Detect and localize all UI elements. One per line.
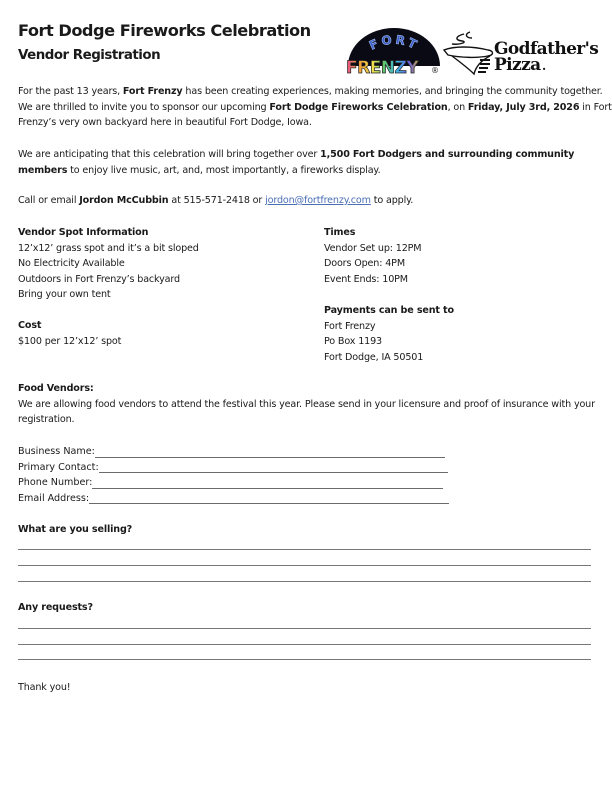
fort-frenzy-logo [342, 24, 446, 76]
business-name-field[interactable] [18, 444, 445, 460]
intro-text: , on [447, 101, 468, 113]
payments-line: Fort Frenzy [324, 320, 376, 332]
vendor-spot-section [18, 225, 199, 303]
contact-text: Call or email [18, 195, 80, 206]
intro-line-3: Frenzy’s very own backyard here in beautiful Fort Dodge, Iowa. [18, 117, 312, 129]
godfathers-pizza-logo [442, 28, 602, 76]
requests-answer-line[interactable] [18, 644, 591, 645]
anticipation-bold: members [18, 164, 68, 176]
vendor-spot-item: Outdoors in Fort Frenzy’s backyard [18, 273, 180, 285]
contact-name: Jordon McCubbin [79, 195, 169, 206]
intro-bold-event-name: Fort Dodge Fireworks Celebration [269, 101, 448, 113]
page-title: Fort Dodge Fireworks Celebration [18, 21, 311, 40]
vendor-spot-heading: Vendor Spot Information [18, 227, 149, 238]
phone-number-label: Phone Number: [18, 477, 93, 489]
times-item: Doors Open: 4PM [324, 258, 405, 270]
primary-contact-field[interactable] [18, 460, 448, 476]
requests-answer-line[interactable] [18, 659, 591, 660]
food-vendors-text: We are allowing food vendors to attend the festival this year. Please send in your licensure and proof of insurance with your [18, 398, 595, 410]
payments-line: Po Box 1193 [324, 336, 383, 348]
logo-fort-text: FORT [367, 32, 422, 53]
intro-line-1 [18, 84, 603, 100]
selling-answer-line[interactable] [18, 581, 591, 582]
requests-answer-line[interactable] [18, 628, 591, 629]
business-name-label: Business Name: [18, 446, 95, 457]
anticipation-line-1 [18, 147, 598, 163]
page-subtitle: Vendor Registration [18, 48, 161, 63]
times-section [324, 225, 421, 287]
phone-number-input-line[interactable] [92, 477, 443, 489]
logo-godfathers-text: Godfather's [494, 39, 599, 59]
primary-contact-input-line[interactable] [99, 461, 448, 473]
requests-heading: Any requests? [18, 602, 93, 613]
email-address-label: Email Address: [18, 492, 90, 504]
payments-line: Fort Dodge, IA 50501 [324, 351, 424, 363]
times-item: Vendor Set up: 12PM [324, 242, 422, 254]
cost-value: $100 per 12’x12’ spot [18, 335, 122, 347]
anticipation-line-2 [18, 163, 598, 179]
cost-section [18, 318, 121, 349]
email-address-field[interactable] [18, 491, 449, 507]
times-heading: Times [324, 227, 356, 238]
vendor-spot-item: No Electricity Available [18, 258, 125, 270]
food-vendors-section [18, 381, 598, 428]
anticipation-text: to enjoy live music, art, and, most importantly, a fireworks display. [67, 164, 381, 176]
anticipation-bold: 1,500 Fort Dodgers and surrounding community [320, 149, 575, 160]
primary-contact-label: Primary Contact: [18, 461, 99, 473]
phone-number-field[interactable] [18, 475, 443, 491]
intro-text: has been creating experiences, making memories, and bringing the community together. [182, 86, 603, 97]
closing-text: Thank you! [18, 682, 71, 693]
hat-icon [444, 32, 493, 74]
times-item: Event Ends: 10PM [324, 273, 408, 285]
payments-heading: Payments can be sent to [324, 305, 454, 316]
anticipation-text: We are anticipating that this celebration will bring together over [18, 149, 321, 160]
selling-answer-line[interactable] [18, 549, 591, 550]
intro-text: in Fort [579, 101, 612, 113]
registered-mark: ® [431, 66, 439, 75]
logo-pizza-mark: . [542, 59, 547, 73]
intro-line-2 [18, 100, 612, 116]
logo-pizza-text: Pizza [494, 55, 541, 75]
contact-line [18, 193, 598, 209]
contact-email-link[interactable]: jordon@fortfrenzy.com [265, 195, 371, 206]
email-address-input-line[interactable] [89, 492, 449, 504]
selling-heading: What are you selling? [18, 524, 133, 535]
selling-answer-line[interactable] [18, 565, 591, 566]
payments-section [324, 303, 454, 365]
contact-text: to apply. [370, 195, 414, 206]
intro-text: We are thrilled to invite you to sponsor our upcoming [18, 101, 270, 113]
intro-bold-event-date: Friday, July 3rd, 2026 [467, 101, 580, 113]
contact-phone-text: at 515-571-2418 or [168, 195, 266, 206]
food-vendors-heading: Food Vendors: [18, 383, 94, 394]
vendor-spot-item: 12’x12’ grass spot and it’s a bit sloped [18, 242, 199, 254]
food-vendors-text: registration. [18, 414, 75, 426]
cost-heading: Cost [18, 320, 42, 331]
logo-frenzy-text: FRENZY [346, 58, 419, 76]
anticipation-paragraph [18, 147, 598, 178]
intro-paragraph [18, 84, 612, 131]
intro-text: For the past 13 years, [18, 86, 123, 97]
intro-bold-fort-frenzy: Fort Frenzy [122, 86, 183, 97]
vendor-spot-item: Bring your own tent [18, 289, 111, 301]
business-name-input-line[interactable] [95, 446, 445, 458]
